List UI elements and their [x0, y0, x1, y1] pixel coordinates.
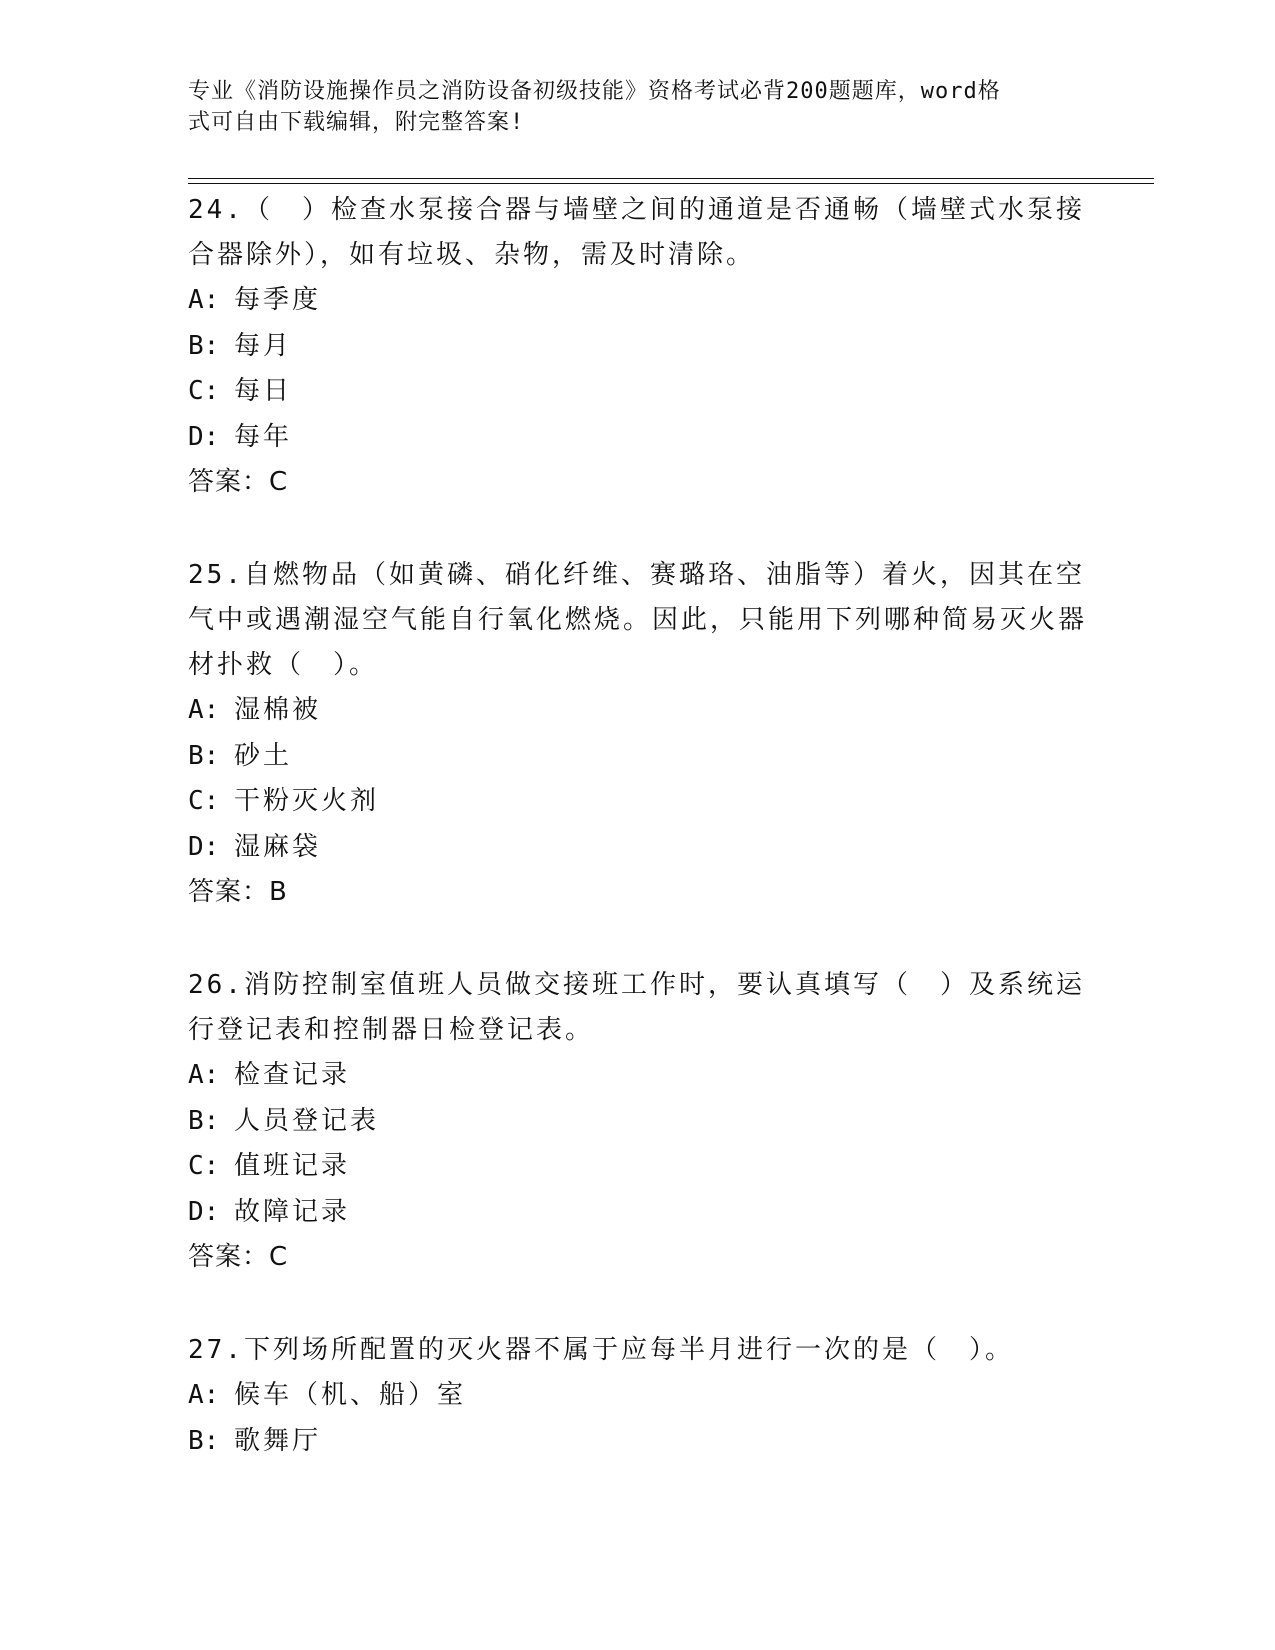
option-b	[188, 734, 1088, 780]
header-line-1: 专业《消防设施操作员之消防设备初级技能》资格考试必背200题题库，word格	[188, 79, 1001, 104]
option-letter: D:	[188, 1196, 220, 1227]
question-24	[188, 188, 1088, 505]
option-letter: D:	[188, 831, 220, 862]
option-text: 砂土	[234, 740, 293, 771]
question-text: 24.（ ）检查水泵接合器与墙壁之间的通道是否通畅（墙壁式水泵接合器除外），如有垃圾、杂物，需及时清除。	[188, 195, 1085, 270]
document-header	[188, 76, 1068, 138]
option-letter: A:	[188, 1060, 220, 1090]
option-text: 湿棉被	[234, 695, 322, 725]
option-d	[188, 415, 1088, 461]
option-a	[188, 1053, 1088, 1099]
option-d	[188, 825, 1088, 871]
answer-line: 答案：C	[188, 467, 289, 497]
question-25	[188, 553, 1088, 915]
option-letter: C:	[188, 376, 220, 406]
question-text: 27.下列场所配置的灭火器不属于应每半月进行一次的是（ ）。	[188, 1335, 1014, 1365]
option-letter: A:	[188, 695, 220, 725]
option-b	[188, 1419, 1088, 1465]
option-a	[188, 688, 1088, 734]
option-letter: A:	[188, 285, 220, 315]
option-text: 值班记录	[234, 1151, 351, 1181]
header-line-2: 式可自由下载编辑，附完整答案!	[188, 110, 525, 135]
option-letter: D:	[188, 421, 220, 452]
option-text: 故障记录	[234, 1196, 351, 1227]
option-letter: B:	[188, 1425, 220, 1456]
option-text: 人员登记表	[234, 1105, 380, 1136]
option-c	[188, 1144, 1088, 1190]
question-text: 26.消防控制室值班人员做交接班工作时，要认真填写（ ）及系统运行登记表和控制器日检登记表。	[188, 970, 1085, 1045]
option-letter: B:	[188, 330, 220, 361]
option-c	[188, 369, 1088, 415]
option-b	[188, 1099, 1088, 1145]
option-c	[188, 779, 1088, 825]
answer-line: 答案：C	[188, 1242, 289, 1272]
option-letter: C:	[188, 786, 220, 816]
question-27	[188, 1328, 1088, 1464]
option-letter: A:	[188, 1380, 220, 1410]
option-a	[188, 1373, 1088, 1419]
option-text: 每月	[234, 330, 293, 361]
option-letter: C:	[188, 1151, 220, 1181]
option-text: 湿麻袋	[234, 831, 322, 862]
option-d	[188, 1190, 1088, 1236]
question-26	[188, 963, 1088, 1280]
option-text: 每日	[234, 376, 293, 406]
option-a	[188, 278, 1088, 324]
header-divider-top	[188, 178, 1154, 179]
question-list	[188, 188, 1088, 1512]
option-text: 歌舞厅	[234, 1425, 322, 1456]
option-text: 干粉灭火剂	[234, 786, 380, 816]
option-text: 检查记录	[234, 1060, 351, 1090]
option-text: 每季度	[234, 285, 322, 315]
header-divider-bottom	[188, 183, 1154, 184]
option-letter: B:	[188, 1105, 220, 1136]
option-b	[188, 324, 1088, 370]
option-letter: B:	[188, 740, 220, 771]
option-text: 候车（机、船）室	[234, 1380, 467, 1410]
question-text: 25.自燃物品（如黄磷、硝化纤维、赛璐珞、油脂等）着火，因其在空气中或遇潮湿空气能自行氧化燃烧。因此，只能用下列哪种简易灭火器材扑救（ ）。	[188, 560, 1088, 680]
answer-line: 答案：B	[188, 877, 288, 907]
option-text: 每年	[234, 421, 293, 452]
